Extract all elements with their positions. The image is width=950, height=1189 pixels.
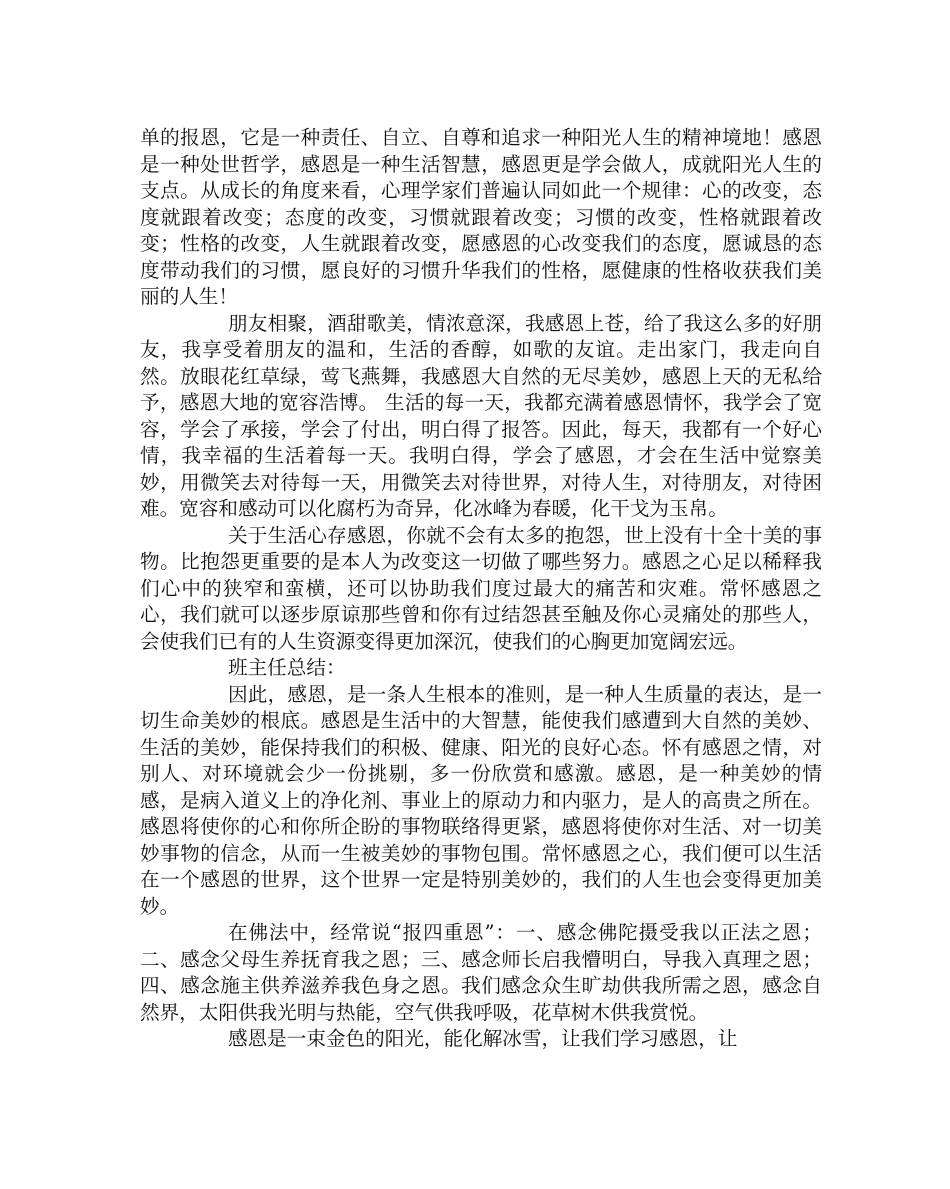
paragraph: 朋友相聚，酒甜歌美，情浓意深，我感恩上苍，给了我这么多的好朋友，我享受着朋友的温和，生活的香醇，如歌的友谊。走出家门，我走向自然。放眼花红草绿，莺飞燕舞，我感恩大自然的无尽美妙，感恩上天的无私给予，感恩大地的宽容浩博。 生活的每一天，我都充满着感恩情怀，我学会了宽容，学会了承接，学会了付出，明白得了报答。因此，每天，我都有一个好心情，我幸福的生活着每一天。我明白得，学会了感恩，才会在生活中觉察美妙，用微笑去对待每一天，用微笑去对待世界，对待人生，对待朋友，对待困难。宽容和感动可以化腐朽为奇异，化冰峰为春暖，化干戈为玉帛。 xyxy=(140,311,822,520)
document-body xyxy=(140,125,822,1053)
paragraph: 因此，感恩，是一条人生根本的准则，是一种人生质量的表达，是一切生命美妙的根底。感恩是生活中的大智慧，能使我们感遭到大自然的美妙、生活的美妙，能保持我们的积极、健康、阳光的良好心态。怀有感恩之情，对别人、对环境就会少一份挑剔，多一份欣赏和感激。感恩，是一种美妙的情感，是病入道义上的净化剂、事业上的原动力和内驱力，是人的高贵之所在。感恩将使你的心和你所企盼的事物联络得更紧，感恩将使你对生活、对一切美妙事物的信念，从而一生被美妙的事物包围。常怀感恩之心，我们便可以生活在一个感恩的世界，这个世界一定是特别美妙的，我们的人生也会变得更加美妙。 xyxy=(140,682,822,918)
paragraph: 感恩是一束金色的阳光，能化解冰雪，让我们学习感恩，让 xyxy=(228,1027,738,1050)
paragraph: 单的报恩，它是一种责任、自立、自尊和追求一种阳光人生的精神境地！感恩是一种处世哲学，感恩是一种生活智慧，感恩更是学会做人，成就阳光人生的支点。从成长的角度来看，心理学家们普遍认同如此一个规律：心的改变，态度就跟着改变；态度的改变，习惯就跟着改变；习惯的改变，性格就跟着改变；性格的改变，人生就跟着改变，愿感恩的心改变我们的态度，愿诚恳的态度带动我们的习惯，愿良好的习惯升华我们的性格，愿健康的性格收获我们美丽的人生！ xyxy=(140,126,822,308)
paragraph: 在佛法中，经常说“报四重恩”：一、感念佛陀摄受我以正法之恩；二、感念父母生养抚育我之恩；三、感念师长启我懵明白，导我入真理之恩；四、感念施主供养滋养我色身之恩。我们感念众生旷劫供我所需之恩，感念自然界，太阳供我光明与热能，空气供我呼吸，花草树木供我赏悦。 xyxy=(140,921,822,1024)
paragraph: 关于生活心存感恩，你就不会有太多的抱怨，世上没有十全十美的事物。比抱怨更重要的是本人为改变这一切做了哪些努力。感恩之心足以稀释我们心中的狭窄和蛮横，还可以协助我们度过最大的痛苦和灾难。常怀感恩之心，我们就可以逐步原谅那些曾和你有过结怨甚至触及你心灵痛处的那些人，会使我们已有的人生资源变得更加深沉，使我们的心胸更加宽阔宏远。 xyxy=(140,523,822,653)
section-heading: 班主任总结： xyxy=(228,656,346,679)
